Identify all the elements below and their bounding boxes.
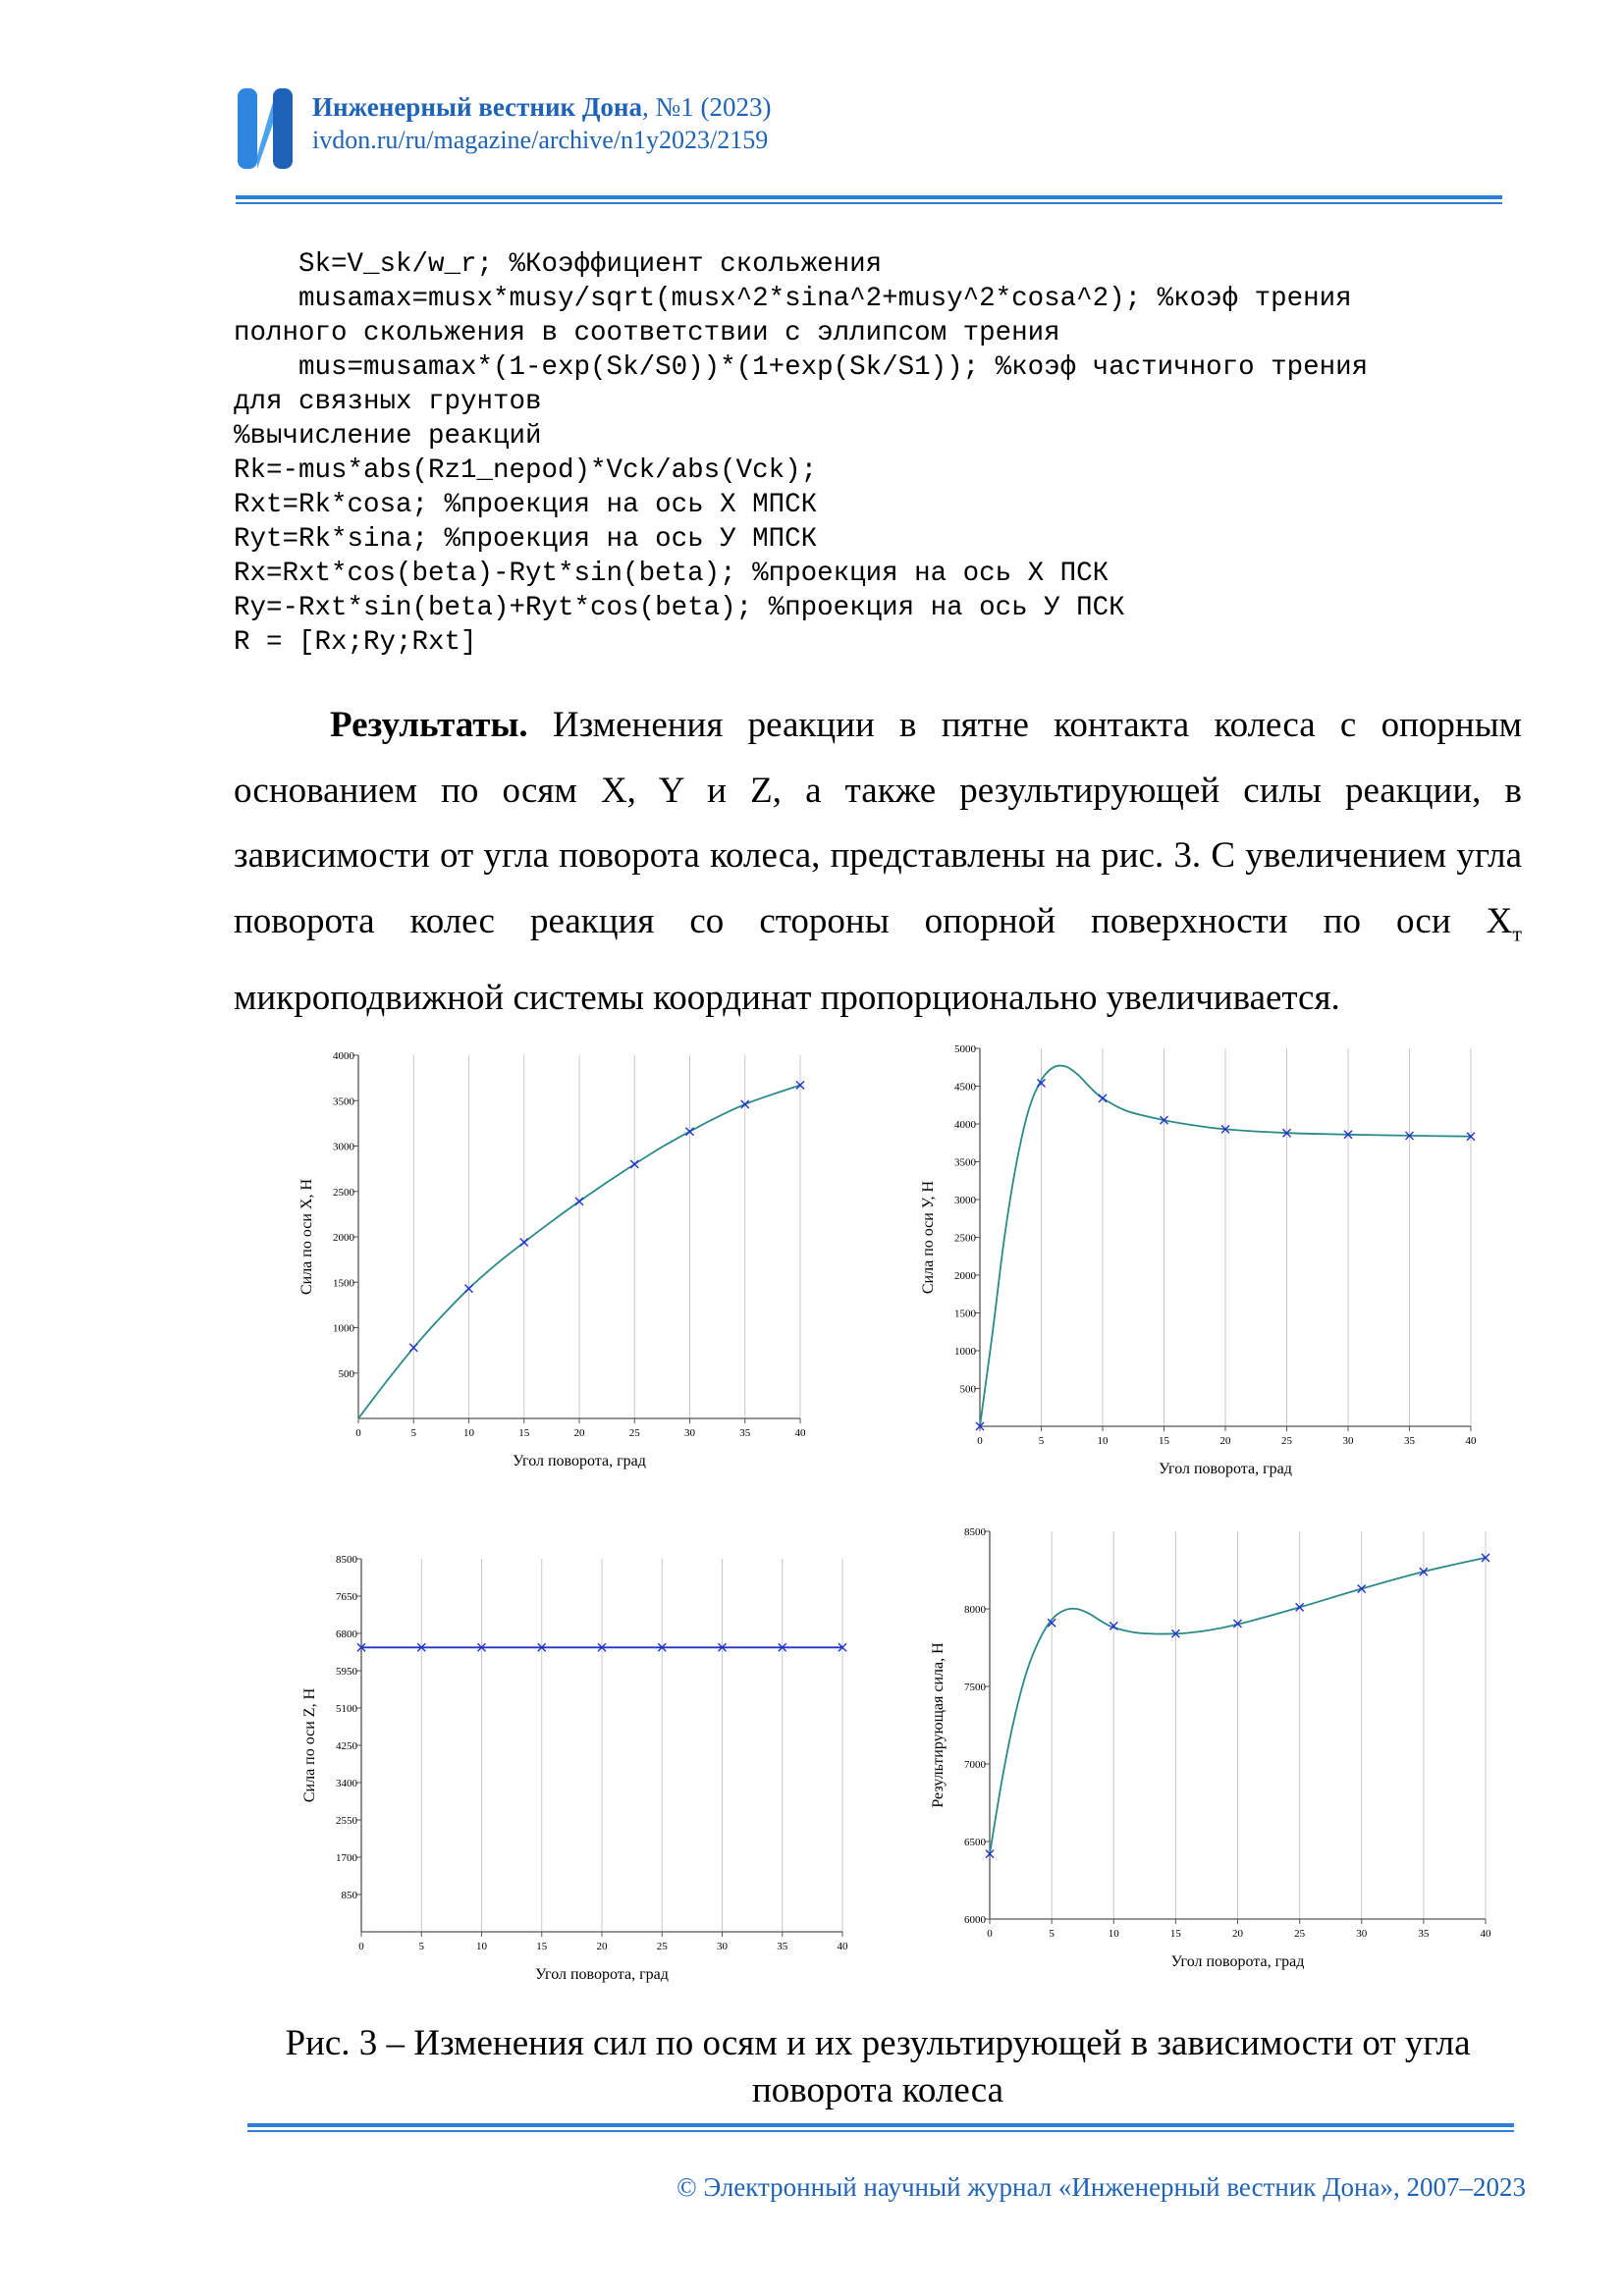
code-line: R = [Rx;Ry;Rxt] <box>234 627 477 658</box>
y-tick-label: 5950 <box>336 1666 357 1678</box>
footer-rule-top <box>247 2123 1514 2127</box>
chart-force-z <box>285 1541 874 2007</box>
y-axis-title: Сила по оси Z, Н <box>301 1687 318 1803</box>
results-lead: Результаты. <box>330 705 528 745</box>
x-tick-label: 25 <box>628 1427 640 1439</box>
y-tick-label: 2500 <box>954 1232 976 1245</box>
y-tick-label: 8000 <box>964 1604 986 1616</box>
x-axis-title: Угол поворота, град <box>535 1966 669 1983</box>
y-tick-label: 7650 <box>336 1591 357 1603</box>
code-line: musamax=musx*musy/sqrt(musx^2*sina^2+musy^2*cosa^2); %коэф трения <box>234 284 1352 314</box>
x-tick-label: 15 <box>1159 1435 1169 1447</box>
x-tick-label: 25 <box>1294 1928 1306 1940</box>
y-tick-label: 8500 <box>336 1554 357 1566</box>
x-tick-label: 5 <box>418 1941 424 1952</box>
journal-name: Инженерный вестник Дона <box>312 92 642 122</box>
y-tick-label: 6000 <box>964 1914 986 1926</box>
y-tick-label: 1000 <box>333 1322 354 1335</box>
footer-rule-bottom <box>247 2130 1514 2132</box>
x-tick-label: 0 <box>355 1427 361 1439</box>
y-tick-label: 4000 <box>333 1050 354 1062</box>
x-tick-label: 20 <box>573 1427 585 1439</box>
y-tick-label: 3400 <box>336 1778 357 1789</box>
x-tick-label: 40 <box>794 1427 806 1439</box>
y-tick-label: 1500 <box>954 1308 976 1320</box>
x-axis-title: Угол поворота, град <box>1159 1461 1292 1477</box>
code-line: для связных грунтов <box>234 387 542 417</box>
x-tick-label: 15 <box>1169 1928 1181 1940</box>
y-tick-label: 3000 <box>333 1141 354 1153</box>
x-tick-label: 5 <box>1038 1435 1045 1447</box>
x-tick-label: 25 <box>656 1941 668 1952</box>
chart-force-y <box>893 1039 1483 1485</box>
x-tick-label: 35 <box>739 1427 751 1439</box>
code-line: mus=musamax*(1-exp(Sk/S0))*(1+exp(Sk/S1)); %коэф частичного трения <box>234 352 1369 383</box>
y-tick-label: 7000 <box>964 1759 986 1771</box>
y-tick-label: 2000 <box>954 1270 976 1282</box>
x-tick-label: 10 <box>476 1941 487 1952</box>
code-line: Rk=-mus*abs(Rz1_nepod)*Vck/abs(Vck); <box>234 455 818 486</box>
x-tick-label: 0 <box>987 1928 993 1940</box>
y-tick-label: 6500 <box>964 1837 986 1848</box>
x-axis-title: Угол поворота, град <box>513 1453 646 1469</box>
y-tick-label: 2500 <box>333 1186 354 1199</box>
y-tick-label: 3500 <box>954 1156 976 1169</box>
journal-title <box>312 92 771 123</box>
y-tick-label: 500 <box>959 1383 976 1396</box>
x-tick-label: 15 <box>518 1427 530 1439</box>
y-tick-label: 3500 <box>333 1095 354 1108</box>
x-tick-label: 40 <box>1480 1928 1491 1940</box>
x-tick-label: 10 <box>1108 1928 1119 1940</box>
footer-copyright: © Электронный научный журнал «Инженерный вестник Дона», 2007–2023 <box>677 2172 1526 2202</box>
code-line: Rxt=Rk*cosa; %проекция на ось X МПСК <box>234 490 818 520</box>
x-tick-label: 0 <box>358 1941 364 1952</box>
y-tick-label: 1000 <box>954 1346 976 1358</box>
results-text: Изменения реакции в пятне контакта колеса с опорным основанием по осям X, Y и Z, а также результирующей силы реакции, в зависимости от угла поворота колеса, представлены на рис. 3. С увеличением угла поворота колес реакция со стороны опорной поверхности по оси X <box>234 705 1522 941</box>
y-tick-label: 4250 <box>336 1740 357 1752</box>
y-axis-title: Сила по оси У, Н <box>920 1180 937 1295</box>
y-tick-label: 2550 <box>336 1815 357 1827</box>
results-paragraph <box>234 693 1522 1032</box>
x-tick-label: 20 <box>1232 1928 1243 1940</box>
x-tick-label: 15 <box>536 1941 548 1952</box>
x-tick-label: 35 <box>1404 1435 1415 1447</box>
y-tick-label: 4500 <box>954 1081 976 1094</box>
journal-issue: , №1 (2023) <box>641 92 772 122</box>
journal-logo-icon <box>236 84 295 173</box>
x-tick-label: 10 <box>463 1427 474 1439</box>
x-tick-label: 5 <box>410 1427 416 1439</box>
y-tick-label: 4000 <box>954 1119 976 1131</box>
x-tick-label: 35 <box>1418 1928 1430 1940</box>
header-rule-top <box>236 195 1502 199</box>
x-tick-label: 40 <box>837 1941 848 1952</box>
y-tick-label: 1500 <box>333 1277 354 1290</box>
x-tick-label: 30 <box>684 1427 695 1439</box>
code-line: полного скольжения в соответствии с эллипсом трения <box>234 318 1060 348</box>
code-line: Sk=V_sk/w_r; %Коэффициент скольжения <box>234 249 883 280</box>
x-tick-label: 5 <box>1049 1928 1055 1940</box>
x-tick-label: 20 <box>596 1941 608 1952</box>
x-tick-label: 10 <box>1097 1435 1109 1447</box>
results-subscript: т <box>1512 920 1522 945</box>
x-tick-label: 40 <box>1465 1435 1477 1447</box>
code-listing <box>234 247 1510 660</box>
x-tick-label: 30 <box>717 1941 728 1952</box>
y-tick-label: 5100 <box>336 1703 357 1715</box>
y-tick-label: 1700 <box>336 1852 357 1864</box>
x-tick-label: 30 <box>1356 1928 1368 1940</box>
y-axis-title: Сила по оси X, Н <box>298 1178 315 1296</box>
header-rule-bottom <box>236 202 1502 204</box>
x-tick-label: 30 <box>1342 1435 1354 1447</box>
y-tick-label: 7500 <box>964 1682 986 1693</box>
code-line: Ryt=Rk*sina; %проекция на ось У МПСК <box>234 524 818 555</box>
x-tick-label: 25 <box>1281 1435 1292 1447</box>
y-tick-label: 3000 <box>954 1195 976 1206</box>
y-axis-title: Результирующая сила, Н <box>930 1642 947 1808</box>
x-axis-title: Угол поворота, град <box>1170 1953 1305 1970</box>
y-tick-label: 2000 <box>333 1232 354 1244</box>
code-line: Rx=Rxt*cos(beta)-Ryt*sin(beta); %проекция на ось X ПСК <box>234 559 1110 589</box>
chart-resultant-force <box>903 1517 1512 1993</box>
code-line: Ry=-Rxt*sin(beta)+Ryt*cos(beta); %проекция на ось У ПСК <box>234 593 1125 623</box>
figure-caption: Рис. 3 – Изменения сил по осям и их результирующей в зависимости от угла поворота колеса <box>285 2023 1471 2110</box>
x-tick-label: 20 <box>1219 1435 1231 1447</box>
x-tick-label: 0 <box>977 1435 983 1447</box>
journal-header <box>236 84 1512 202</box>
y-tick-label: 5000 <box>954 1043 976 1055</box>
y-tick-label: 500 <box>338 1367 354 1380</box>
y-tick-label: 850 <box>341 1890 357 1901</box>
journal-url[interactable]: ivdon.ru/ru/magazine/archive/n1y2023/2159 <box>312 126 769 154</box>
results-tail: микроподвижной системы координат пропорционально увеличивается. <box>234 978 1340 1019</box>
y-tick-label: 6800 <box>336 1629 357 1640</box>
chart-force-x <box>275 1045 825 1492</box>
code-line: %вычисление реакций <box>234 421 542 452</box>
y-tick-label: 8500 <box>964 1526 986 1538</box>
x-tick-label: 35 <box>777 1941 788 1952</box>
